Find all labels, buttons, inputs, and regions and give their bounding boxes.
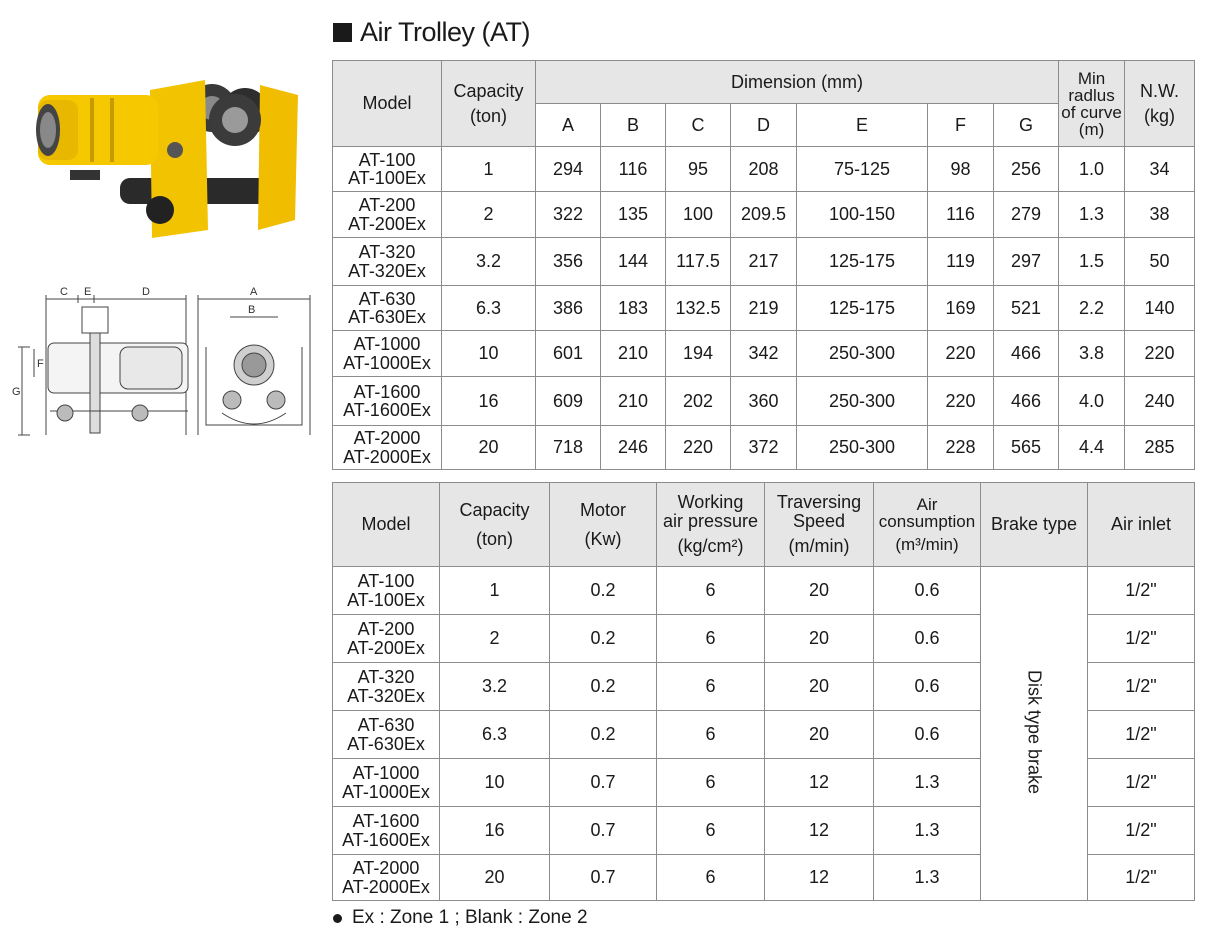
cell-consumption: 0.6 [874, 567, 981, 615]
cell-c: 95 [666, 147, 731, 192]
title-square-icon [333, 23, 352, 42]
model-ex-name: AT-100Ex [347, 589, 425, 610]
spec-pressure-line-1: Working [677, 492, 744, 513]
model-ex-name: AT-1600Ex [342, 829, 430, 850]
cell-motor: 0.7 [550, 807, 657, 855]
cell-c: 100 [666, 192, 731, 238]
header-col-e: E [797, 104, 928, 147]
cell-consumption: 0.6 [874, 711, 981, 759]
spec-consumption-line-1: Air [916, 495, 938, 514]
cell-e: 100-150 [797, 192, 928, 238]
cell-capacity: 10 [440, 759, 550, 807]
cell-nw: 240 [1125, 377, 1195, 426]
min-radius-line-2: radlus [1068, 85, 1115, 105]
cell-speed: 12 [765, 759, 874, 807]
header-nw [1125, 61, 1195, 147]
cell-radius: 1.5 [1059, 238, 1125, 286]
cell-capacity: 20 [440, 855, 550, 901]
dimension-table [332, 60, 1195, 470]
cell-motor: 0.7 [550, 759, 657, 807]
model-name: AT-1600 [352, 811, 420, 832]
spec-motor-unit: (Kw) [584, 528, 622, 549]
cell-g: 466 [994, 377, 1059, 426]
cell-c: 117.5 [666, 238, 731, 286]
header-nw-label: N.W. [1140, 80, 1180, 101]
table-row [333, 147, 1195, 192]
spec-header-speed [765, 483, 874, 567]
cell-b: 183 [601, 286, 666, 331]
header-capacity [442, 61, 536, 147]
min-radius-line-3: of curve [1061, 102, 1122, 122]
model-ex-name: AT-100Ex [348, 168, 426, 188]
cell-capacity: 2 [442, 192, 536, 238]
cell-inlet: 1/2" [1088, 663, 1195, 711]
cell-inlet: 1/2" [1088, 759, 1195, 807]
model-ex-name: AT-200Ex [348, 213, 426, 234]
cell-pressure: 6 [657, 711, 765, 759]
cell-inlet: 1/2" [1088, 711, 1195, 759]
cell-d: 217 [731, 238, 797, 286]
spec-motor-label: Motor [579, 499, 626, 520]
cell-capacity: 6.3 [442, 286, 536, 331]
table-row [333, 192, 1195, 238]
model-cell [333, 855, 440, 901]
header-capacity-label: Capacity [453, 80, 524, 101]
model-name: AT-1000 [353, 334, 421, 355]
cell-speed: 20 [765, 567, 874, 615]
cell-a: 294 [536, 147, 601, 192]
cell-speed: 12 [765, 807, 874, 855]
cell-pressure: 6 [657, 855, 765, 901]
table-row [333, 567, 1195, 615]
spec-capacity-unit: (ton) [475, 528, 513, 549]
cell-c: 194 [666, 331, 731, 377]
model-name: AT-630 [358, 288, 416, 309]
cell-e: 250-300 [797, 426, 928, 470]
table-row [333, 286, 1195, 331]
table-row [333, 426, 1195, 470]
cell-capacity: 16 [442, 377, 536, 426]
spec-consumption-line-2: consumption [878, 512, 976, 531]
cell-capacity: 20 [442, 426, 536, 470]
table-row [333, 331, 1195, 377]
table-row [333, 238, 1195, 286]
dim-label-d: D [142, 286, 150, 298]
cell-nw: 50 [1125, 238, 1195, 286]
spec-header-motor [550, 483, 657, 567]
model-cell [333, 238, 442, 286]
cell-g: 565 [994, 426, 1059, 470]
header-model: Model [333, 61, 442, 147]
header-dimension-unit: (mm) [821, 71, 864, 92]
cell-b: 135 [601, 192, 666, 238]
model-cell [333, 147, 442, 192]
cell-a: 356 [536, 238, 601, 286]
cell-g: 279 [994, 192, 1059, 238]
header-col-c: C [666, 104, 731, 147]
spec-capacity-label: Capacity [459, 499, 530, 520]
spec-header-capacity [440, 483, 550, 567]
model-cell [333, 711, 440, 759]
cell-consumption: 1.3 [874, 759, 981, 807]
cell-f: 98 [928, 147, 994, 192]
cell-g: 256 [994, 147, 1059, 192]
cell-capacity: 6.3 [440, 711, 550, 759]
brake-type-text: Disk type brake [1024, 669, 1045, 794]
model-cell [333, 331, 442, 377]
model-cell [333, 663, 440, 711]
model-name: AT-2000 [352, 858, 420, 879]
cell-inlet: 1/2" [1088, 855, 1195, 901]
cell-b: 210 [601, 377, 666, 426]
model-name: AT-320 [358, 242, 416, 263]
cell-radius: 4.4 [1059, 426, 1125, 470]
cell-speed: 12 [765, 855, 874, 901]
cell-a: 601 [536, 331, 601, 377]
spec-pressure-unit: (kg/cm²) [677, 535, 744, 556]
cell-e: 125-175 [797, 238, 928, 286]
table-row [333, 377, 1195, 426]
cell-capacity: 10 [442, 331, 536, 377]
header-dimension-label: Dimension [731, 71, 817, 92]
min-radius-line-1: Min [1077, 68, 1106, 88]
model-ex-name: AT-2000Ex [342, 876, 430, 897]
spec-speed-line-1: Traversing [776, 492, 862, 513]
cell-inlet: 1/2" [1088, 567, 1195, 615]
header-dimension [536, 61, 1059, 104]
model-cell [333, 377, 442, 426]
cell-radius: 1.3 [1059, 192, 1125, 238]
cell-e: 250-300 [797, 377, 928, 426]
model-cell [333, 759, 440, 807]
header-col-g: G [994, 104, 1059, 147]
cell-radius: 4.0 [1059, 377, 1125, 426]
cell-b: 144 [601, 238, 666, 286]
cell-brake-type [981, 567, 1088, 901]
header-col-a: A [536, 104, 601, 147]
model-name: AT-630 [357, 715, 415, 736]
dim-label-g: G [12, 386, 21, 398]
model-cell [333, 567, 440, 615]
model-ex-name: AT-1000Ex [342, 781, 430, 802]
cell-f: 220 [928, 331, 994, 377]
cell-e: 250-300 [797, 331, 928, 377]
cell-pressure: 6 [657, 615, 765, 663]
spec-header-model: Model [333, 483, 440, 567]
cell-e: 125-175 [797, 286, 928, 331]
model-ex-name: AT-1000Ex [343, 352, 431, 373]
cell-nw: 34 [1125, 147, 1195, 192]
model-ex-name: AT-1600Ex [343, 400, 431, 420]
cell-inlet: 1/2" [1088, 615, 1195, 663]
cell-consumption: 0.6 [874, 663, 981, 711]
cell-pressure: 6 [657, 663, 765, 711]
cell-nw: 220 [1125, 331, 1195, 377]
cell-capacity: 2 [440, 615, 550, 663]
model-name: AT-200 [358, 195, 416, 216]
cell-nw: 285 [1125, 426, 1195, 470]
spec-consumption-unit: (m³/min) [895, 535, 959, 554]
dim-label-f: F [37, 358, 44, 370]
cell-d: 208 [731, 147, 797, 192]
model-cell [333, 192, 442, 238]
model-ex-name: AT-320Ex [347, 685, 425, 706]
spec-pressure-line-2: air pressure [662, 511, 759, 532]
cell-capacity: 1 [442, 147, 536, 192]
cell-capacity: 3.2 [442, 238, 536, 286]
cell-consumption: 1.3 [874, 855, 981, 901]
spec-header-pressure [657, 483, 765, 567]
model-name: AT-1000 [352, 763, 420, 784]
cell-nw: 38 [1125, 192, 1195, 238]
cell-a: 718 [536, 426, 601, 470]
model-ex-name: AT-630Ex [348, 307, 426, 327]
cell-b: 210 [601, 331, 666, 377]
cell-c: 132.5 [666, 286, 731, 331]
cell-pressure: 6 [657, 759, 765, 807]
spec-speed-line-2: Speed [792, 511, 846, 532]
cell-motor: 0.7 [550, 855, 657, 901]
header-nw-unit: (kg) [1144, 105, 1176, 126]
header-min-radius [1059, 61, 1125, 147]
model-name: AT-100 [358, 149, 416, 170]
dim-label-c: C [60, 286, 68, 298]
cell-f: 228 [928, 426, 994, 470]
header-col-f: F [928, 104, 994, 147]
spec-header-inlet: Air inlet [1088, 483, 1195, 567]
spec-speed-unit: (m/min) [788, 535, 850, 556]
air-trolley-photo [30, 60, 310, 260]
dim-label-e: E [84, 286, 92, 298]
model-ex-name: AT-2000Ex [343, 446, 431, 467]
cell-motor: 0.2 [550, 663, 657, 711]
header-capacity-unit: (ton) [469, 105, 507, 126]
model-cell [333, 615, 440, 663]
cell-g: 297 [994, 238, 1059, 286]
spec-header-consumption [874, 483, 981, 567]
zone-note [333, 907, 588, 929]
cell-f: 119 [928, 238, 994, 286]
dim-label-b: B [248, 304, 256, 316]
cell-f: 116 [928, 192, 994, 238]
cell-g: 521 [994, 286, 1059, 331]
bullet-icon [333, 914, 342, 923]
cell-a: 609 [536, 377, 601, 426]
cell-radius: 3.8 [1059, 331, 1125, 377]
cell-speed: 20 [765, 663, 874, 711]
page-title [333, 12, 530, 52]
cell-pressure: 6 [657, 567, 765, 615]
cell-b: 246 [601, 426, 666, 470]
zone-note-text: Ex : Zone 1 ; Blank : Zone 2 [352, 907, 588, 928]
cell-consumption: 1.3 [874, 807, 981, 855]
page-title-text: Air Trolley (AT) [360, 16, 531, 47]
cell-inlet: 1/2" [1088, 807, 1195, 855]
cell-g: 466 [994, 331, 1059, 377]
header-col-d: D [731, 104, 797, 147]
model-name: AT-1600 [353, 381, 421, 402]
cell-radius: 1.0 [1059, 147, 1125, 192]
cell-e: 75-125 [797, 147, 928, 192]
cell-d: 219 [731, 286, 797, 331]
header-col-b: B [601, 104, 666, 147]
model-name: AT-320 [357, 667, 415, 688]
cell-speed: 20 [765, 615, 874, 663]
model-name: AT-100 [357, 571, 415, 592]
model-cell [333, 286, 442, 331]
cell-consumption: 0.6 [874, 615, 981, 663]
cell-a: 386 [536, 286, 601, 331]
cell-nw: 140 [1125, 286, 1195, 331]
cell-c: 202 [666, 377, 731, 426]
model-cell [333, 807, 440, 855]
cell-motor: 0.2 [550, 567, 657, 615]
spec-table [332, 482, 1195, 901]
dim-label-a: A [250, 286, 258, 298]
model-ex-name: AT-320Ex [348, 260, 426, 281]
cell-capacity: 3.2 [440, 663, 550, 711]
cell-a: 322 [536, 192, 601, 238]
model-ex-name: AT-630Ex [347, 733, 425, 754]
cell-speed: 20 [765, 711, 874, 759]
cell-c: 220 [666, 426, 731, 470]
cell-d: 342 [731, 331, 797, 377]
cell-radius: 2.2 [1059, 286, 1125, 331]
cell-pressure: 6 [657, 807, 765, 855]
model-ex-name: AT-200Ex [347, 637, 425, 658]
cell-motor: 0.2 [550, 615, 657, 663]
model-name: AT-200 [357, 619, 415, 640]
model-name: AT-2000 [353, 428, 421, 449]
cell-f: 220 [928, 377, 994, 426]
cell-d: 360 [731, 377, 797, 426]
cell-b: 116 [601, 147, 666, 192]
cell-capacity: 1 [440, 567, 550, 615]
cell-f: 169 [928, 286, 994, 331]
cell-motor: 0.2 [550, 711, 657, 759]
spec-header-brake: Brake type [981, 483, 1088, 567]
dimension-diagram [10, 285, 315, 455]
min-radius-line-4: (m) [1078, 119, 1105, 139]
cell-d: 209.5 [731, 192, 797, 238]
model-cell [333, 426, 442, 470]
cell-capacity: 16 [440, 807, 550, 855]
cell-d: 372 [731, 426, 797, 470]
